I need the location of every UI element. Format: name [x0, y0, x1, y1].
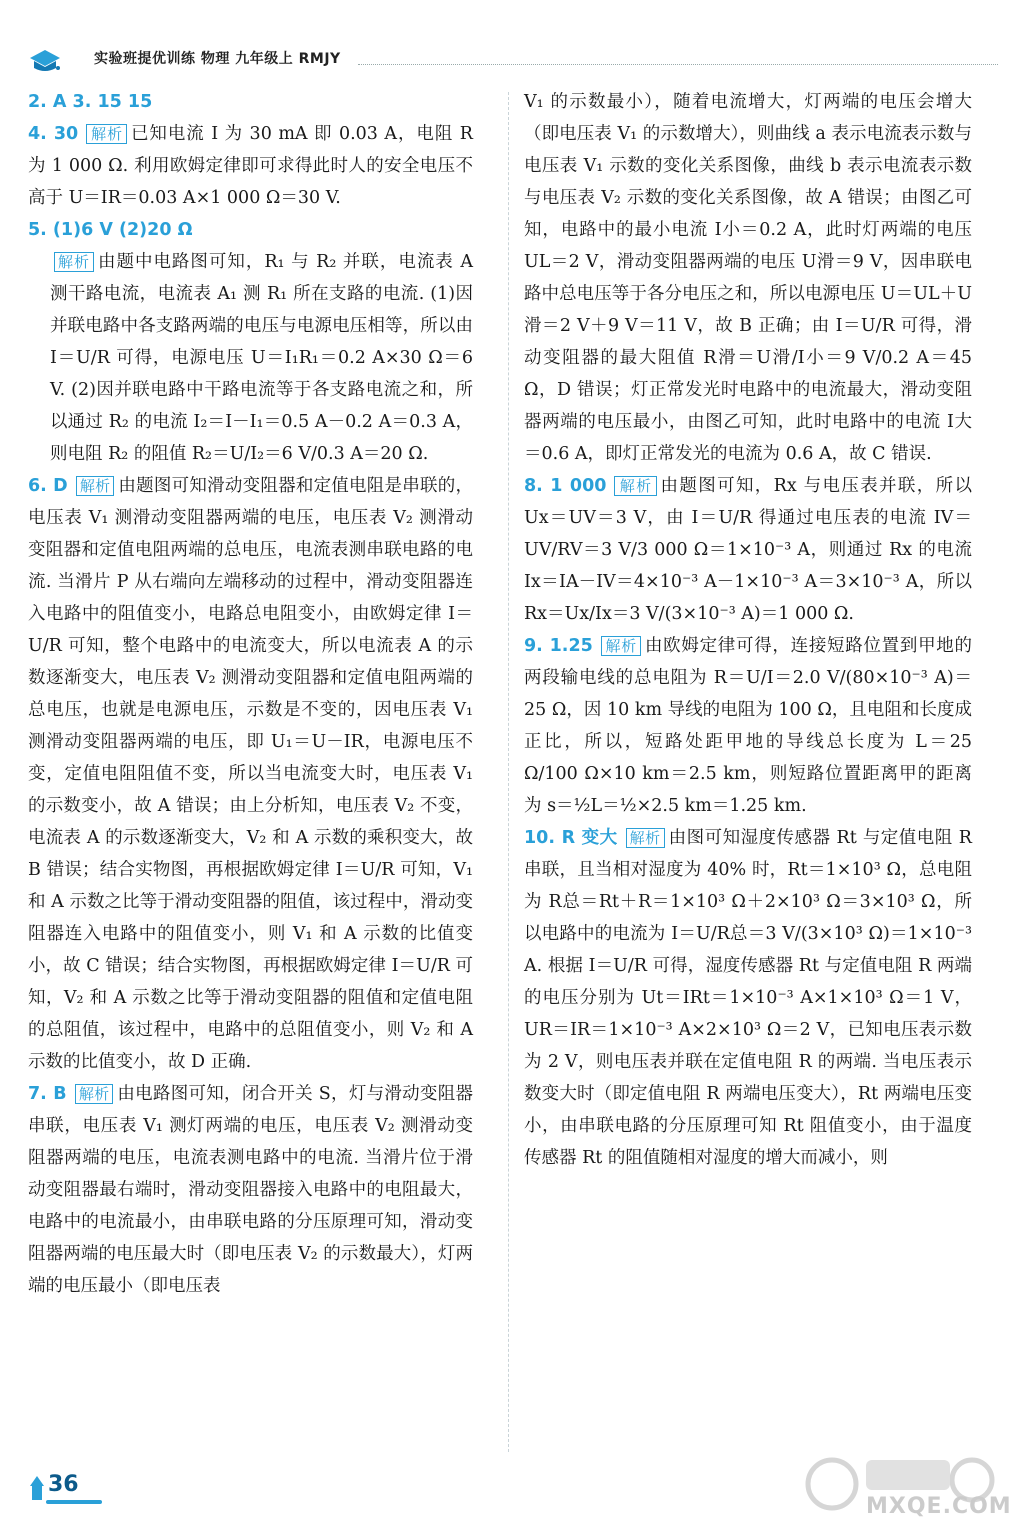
answer-7-body: 由电路图可知，闭合开关 S，灯与滑动变阻器串联，电压表 V₁ 测灯两端的电压，电压表 V₂ 测滑动变阻器两端的电压，电流表测电路中的电流. 当滑片位于滑动变阻器最右端时，滑动变阻器接入电路中的电阻最大，电路中的电流最小，由串联电路的分压原理可知，滑动变阻器两端的电压最大时（即电压表 V₂ 的示数最大），灯两端的电压最小（即电压表	[28, 1084, 473, 1296]
answer-4-head: 4. 30	[28, 124, 79, 144]
column-divider	[508, 92, 509, 1452]
answer-8-head: 8. 1 000	[524, 476, 607, 496]
watermark-text: MXQE.COM	[866, 1494, 1012, 1519]
analysis-tag: 解析	[86, 124, 127, 144]
answer-7-continued-body: V₁ 的示数最小），随着电流增大，灯两端的电压会增大（即电压表 V₁ 的示数增大），则曲线 a 表示电流表示数与电压表 V₁ 示数的变化关系图像，曲线 b 表示电流表示数与电压表 V₂ 示数的变化关系图像，故 A 错误；由图乙可知，电路中的最小电流 I小＝0.2 A，此时灯两端的电压 UL＝2 V，滑动变阻器两端的电压 U滑＝9 V，因串联电路中总电压等于各分电压之和，所以电源电压 U＝UL＋U滑＝2 V＋9 V＝11 V，故 B 正确；由 I＝U/R 可得，滑动变阻器的最大阻值 R滑＝U滑/I小＝9 V/0.2 A＝45 Ω，D 错误；灯正常发光时电路中的电流最大，滑动变阻器两端的电压最小，由图乙可知，此时电路中的电流 I大＝0.6 A，即灯正常发光的电流为 0.6 A，故 C 错误.	[524, 92, 972, 464]
answer-9-head: 9. 1.25	[524, 636, 593, 656]
analysis-tag: 解析	[601, 636, 641, 656]
answer-6	[28, 470, 473, 1078]
answer-7-continued	[524, 86, 972, 470]
answer-10	[524, 822, 972, 1174]
analysis-tag: 解析	[614, 476, 656, 496]
book-title: 实验班提优训练 物理 九年级上 RMJY	[94, 51, 341, 67]
answer-8-body: 由题图可知，Rx 与电压表并联，所以 Ux＝UV＝3 V，由 I＝U/R 得通过电压表的电流 IV＝UV/RV＝3 V/3 000 Ω＝1×10⁻³ A，则通过 Rx 的电流 Ix＝IA－IV＝4×10⁻³ A－1×10⁻³ A＝3×10⁻³ A，所以 Rx＝Ux/Ix＝3 V/(3×10⁻³ A)＝1 000 Ω.	[524, 476, 972, 624]
analysis-tag: 解析	[626, 828, 665, 848]
analysis-tag: 解析	[76, 476, 115, 496]
answer-4-body: 已知电流 I 为 30 mA 即 0.03 A，电阻 R 为 1 000 Ω. 利用欧姆定律即可求得此时人的安全电压不高于 U＝IR＝0.03 A×1 000 Ω＝30 V.	[28, 124, 473, 208]
answer-2-3	[28, 86, 473, 118]
answer-5-body: 由题中电路图可知，R₁ 与 R₂ 并联，电流表 A 测干路电流，电流表 A₁ 测 R₁ 所在支路的电流. (1)因并联电路中各支路两端的电压与电源电压相等，所以由 I＝U/R 可得，电源电压 U＝I₁R₁＝0.2 A×30 Ω＝6 V. (2)因并联电路中干路电流等于各支路电流之和，所以通过 R₂ 的电流 I₂＝I－I₁＝0.5 A－0.2 A＝0.3 A，则电阻 R₂ 的阻值 R₂＝U/I₂＝6 V/0.3 A＝20 Ω.	[50, 252, 473, 464]
answer-7	[28, 1078, 473, 1302]
answer-8	[524, 470, 972, 630]
page-tab-icon	[28, 1472, 46, 1502]
analysis-tag: 解析	[54, 252, 94, 272]
answer-10-head: 10. R 变大	[524, 828, 618, 848]
page-header	[28, 42, 998, 78]
answer-2-3-text: 2. A 3. 15 15	[28, 92, 153, 112]
page-number-underline	[46, 1500, 102, 1504]
analysis-tag: 解析	[75, 1084, 114, 1104]
answer-7-head: 7. B	[28, 1084, 67, 1104]
page-number: 36	[48, 1472, 79, 1497]
right-column	[524, 86, 972, 1174]
answer-6-head: 6. D	[28, 476, 68, 496]
answer-10-body: 由图可知湿度传感器 Rt 与定值电阻 R 串联，且当相对湿度为 40% 时，Rt＝1×10³ Ω，总电阻为 R总＝Rt＋R＝1×10³ Ω＋2×10³ Ω＝3×10³ Ω，所以电路中的电流为 I＝U/R总＝3 V/(3×10³ Ω)＝1×10⁻³ A. 根据 I＝U/R 可得，湿度传感器 Rt 与定值电阻 R 两端的电压分别为 Ut＝IRt＝1×10⁻³ A×1×10³ Ω＝1 V，UR＝IR＝1×10⁻³ A×2×10³ Ω＝2 V，已知电压表示数为 2 V，则电压表并联在定值电阻 R 的两端. 当电压表示数变大时（即定值电阻 R 两端电压变大），Rt 两端电压变小，由串联电路的分压原理可知 Rt 阻值变小，由于温度传感器 Rt 的阻值随相对湿度的增大而减小，则	[524, 828, 972, 1168]
answer-9	[524, 630, 972, 822]
answer-4	[28, 118, 473, 214]
book-logo-icon	[28, 46, 62, 74]
answer-9-body: 由欧姆定律可得，连接短路位置到甲地的两段输电线的总电阻为 R＝U/I＝2.0 V/(80×10⁻³ A)＝25 Ω，因 10 km 导线的电阻为 100 Ω，且电阻和长度成正比，所以，短路处距甲地的导线总长度为 L＝25 Ω/100 Ω×10 km＝2.5 km，则短路位置距离甲的距离为 s＝½L＝½×2.5 km＝1.25 km.	[524, 636, 972, 816]
answer-5	[28, 214, 473, 470]
left-column	[28, 86, 473, 1302]
answer-6-body: 由题图可知滑动变阻器和定值电阻是串联的，电压表 V₁ 测滑动变阻器两端的电压，电压表 V₂ 测滑动变阻器和定值电阻两端的总电压，电流表测串联电路的电流. 当滑片 P 从右端向左端移动的过程中，滑动变阻器连入电路中的阻值变小，电路总电阻变小，由欧姆定律 I＝U/R 可知，整个电路中的电流变大，所以电流表 A 的示数逐渐变大，电压表 V₂ 测滑动变阻器和定值电阻两端的总电压，也就是电源电压，示数是不变的，因电压表 V₁ 测滑动变阻器两端的电压，即 U₁＝U－IR，电源电压不变，定值电阻阻值不变，所以当电流变大时，电压表 V₁ 的示数变小，故 A 错误；由上分析知，电压表 V₂ 不变，电流表 A 的示数逐渐变大，V₂ 和 A 示数的乘积变大，故 B 错误；结合实物图，再根据欧姆定律 I＝U/R 可知，V₁ 和 A 示数之比等于滑动变阻器的阻值，该过程中，滑动变阻器连入电路中的阻值变小，则 V₁ 和 A 示数的比值变小，故 C 错误；结合实物图，再根据欧姆定律 I＝U/R 可知，V₂ 和 A 示数之比等于滑动变阻器的阻值和定值电阻的总阻值，该过程中，电路中的总阻值变小，则 V₂ 和 A 示数的比值变小，故 D 正确.	[28, 476, 473, 1072]
watermark	[802, 1454, 1012, 1526]
page-footer	[28, 1466, 128, 1506]
answer-5-head: 5. (1)6 V (2)20 Ω	[28, 220, 193, 240]
header-rule	[358, 64, 998, 65]
